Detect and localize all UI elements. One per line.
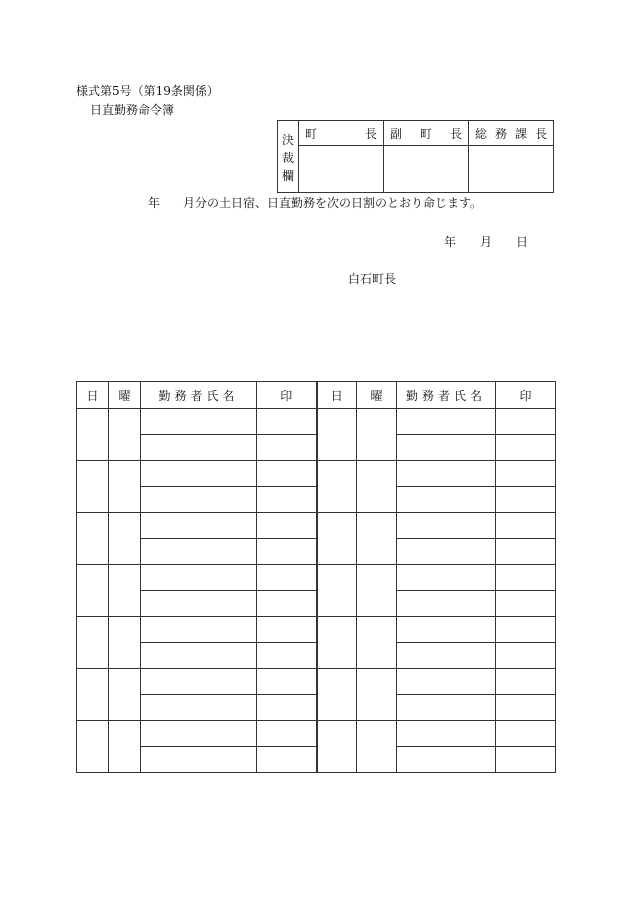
seal-cell[interactable] [257,669,317,695]
header-staff-name: 勤務者氏名 [397,382,496,409]
weekday-cell[interactable] [357,669,397,721]
weekday-cell[interactable] [357,617,397,669]
staff-name-cell[interactable] [141,487,257,513]
weekday-cell[interactable] [109,409,141,461]
seal-cell[interactable] [496,695,556,721]
date-year-label: 年 [444,235,457,249]
weekday-cell[interactable] [109,617,141,669]
day-cell[interactable] [317,617,357,669]
weekday-cell[interactable] [109,669,141,721]
table-row [77,669,556,695]
table-row [77,435,556,461]
issuer: 白石町長 [348,272,397,286]
staff-name-cell[interactable] [141,721,257,747]
approval-char: 長 [534,126,547,141]
approval-char: 町 [419,126,432,141]
table-row [77,513,556,539]
weekday-cell[interactable] [357,513,397,565]
seal-cell[interactable] [496,617,556,643]
table-row [77,487,556,513]
staff-name-cell[interactable] [397,669,496,695]
header-seal: 印 [257,382,317,409]
header-weekday: 曜 [109,382,141,409]
staff-name-cell[interactable] [141,435,257,461]
staff-name-cell[interactable] [397,591,496,617]
weekday-cell[interactable] [357,565,397,617]
staff-name-cell[interactable] [141,695,257,721]
weekday-cell[interactable] [109,721,141,773]
weekday-cell[interactable] [109,513,141,565]
seal-cell[interactable] [496,461,556,487]
seal-cell[interactable] [257,487,317,513]
day-cell[interactable] [77,617,109,669]
day-cell[interactable] [317,513,357,565]
day-cell[interactable] [77,669,109,721]
seal-cell[interactable] [257,565,317,591]
table-row [77,617,556,643]
approval-char: 副 [390,126,403,141]
day-cell[interactable] [317,461,357,513]
staff-name-cell[interactable] [397,435,496,461]
approval-side-label [278,121,299,193]
staff-name-cell[interactable] [397,643,496,669]
seal-cell[interactable] [257,695,317,721]
seal-cell[interactable] [496,487,556,513]
staff-name-cell[interactable] [397,487,496,513]
weekday-cell[interactable] [357,409,397,461]
header-day: 日 [77,382,109,409]
approval-char: 長 [449,126,462,141]
approval-sign-mayor[interactable] [299,146,384,193]
header-weekday: 曜 [357,382,397,409]
staff-name-cell[interactable] [397,539,496,565]
table-row [77,721,556,747]
date-day-label: 日 [516,235,529,249]
staff-name-cell[interactable] [397,747,496,773]
approval-header-general-affairs-chief [469,121,554,146]
day-cell[interactable] [77,513,109,565]
day-cell[interactable] [77,721,109,773]
staff-name-cell[interactable] [141,461,257,487]
staff-name-cell[interactable] [397,461,496,487]
date-month-label: 月 [480,235,493,249]
seal-cell[interactable] [257,435,317,461]
seal-cell[interactable] [496,747,556,773]
approval-side-char: 決 [281,132,294,147]
seal-cell[interactable] [496,435,556,461]
approval-header-deputy-mayor [384,121,469,146]
seal-cell[interactable] [496,643,556,669]
seal-cell[interactable] [496,591,556,617]
form-number: 様式第5号（第19条関係） [76,84,219,98]
table-row [77,539,556,565]
day-cell[interactable] [317,669,357,721]
staff-name-cell[interactable] [141,669,257,695]
staff-name-cell[interactable] [141,513,257,539]
table-row [77,565,556,591]
seal-cell[interactable] [496,565,556,591]
approval-header-mayor [299,121,384,146]
staff-name-cell[interactable] [141,747,257,773]
staff-name-cell[interactable] [397,565,496,591]
order-text: 月分の土日宿、日直勤務を次の日割のとおり命じます。 [183,196,483,210]
table-row [77,643,556,669]
day-cell[interactable] [77,409,109,461]
approval-side-char: 欄 [281,168,294,183]
seal-cell[interactable] [496,409,556,435]
approval-char: 町 [305,126,318,141]
seal-cell[interactable] [257,747,317,773]
staff-name-cell[interactable] [397,409,496,435]
table-row [77,409,556,435]
weekday-cell[interactable] [109,565,141,617]
order-year-label: 年 [148,196,161,210]
seal-cell[interactable] [257,539,317,565]
seal-cell[interactable] [496,539,556,565]
seal-cell[interactable] [257,617,317,643]
header-staff-name: 勤務者氏名 [141,382,257,409]
approval-char: 務 [494,126,507,141]
seal-cell[interactable] [257,591,317,617]
seal-cell[interactable] [257,409,317,435]
day-cell[interactable] [77,565,109,617]
day-cell[interactable] [77,461,109,513]
approval-box [277,120,554,193]
table-row [77,747,556,773]
table-row [77,591,556,617]
seal-cell[interactable] [257,461,317,487]
form-title: 日直勤務命令簿 [90,103,175,117]
day-cell[interactable] [317,409,357,461]
seal-cell[interactable] [257,513,317,539]
staff-name-cell[interactable] [141,643,257,669]
seal-cell[interactable] [257,721,317,747]
day-cell[interactable] [317,565,357,617]
staff-name-cell[interactable] [141,565,257,591]
staff-name-cell[interactable] [141,617,257,643]
seal-cell[interactable] [496,721,556,747]
staff-name-cell[interactable] [397,695,496,721]
weekday-cell[interactable] [357,461,397,513]
staff-name-cell[interactable] [141,409,257,435]
approval-sign-deputy-mayor[interactable] [384,146,469,193]
roster-header-row [77,382,556,409]
weekday-cell[interactable] [357,721,397,773]
weekday-cell[interactable] [109,461,141,513]
approval-side-char: 裁 [281,150,294,165]
day-cell[interactable] [317,721,357,773]
approval-sign-general-affairs-chief[interactable] [469,146,554,193]
staff-name-cell[interactable] [397,721,496,747]
seal-cell[interactable] [496,513,556,539]
table-row [77,461,556,487]
staff-name-cell[interactable] [141,539,257,565]
approval-char: 長 [364,126,377,141]
duty-roster-table [76,381,556,773]
seal-cell[interactable] [496,669,556,695]
header-day: 日 [317,382,357,409]
table-row [77,695,556,721]
staff-name-cell[interactable] [397,617,496,643]
seal-cell[interactable] [257,643,317,669]
staff-name-cell[interactable] [397,513,496,539]
staff-name-cell[interactable] [141,591,257,617]
approval-char: 課 [514,126,527,141]
header-seal: 印 [496,382,556,409]
approval-char: 総 [475,126,488,141]
